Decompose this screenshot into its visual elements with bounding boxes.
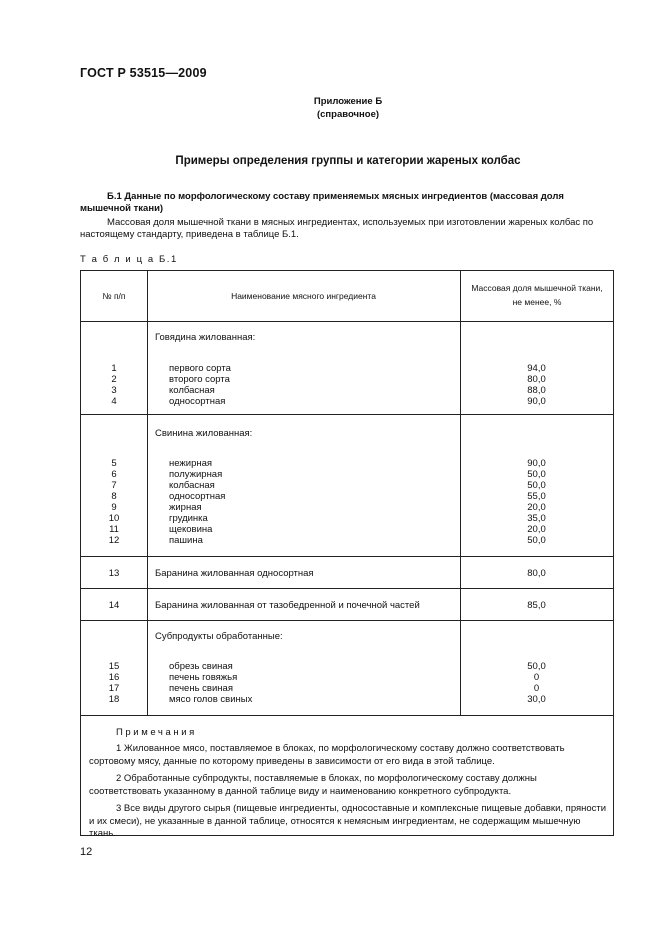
row-number: 11: [109, 524, 119, 535]
column-header-value: Массовая доля мышечной ткани, не менее, %: [471, 283, 603, 307]
row-name: обрезь свиная: [169, 661, 233, 672]
row-value: 50,0: [527, 661, 546, 672]
row-number: 3: [111, 385, 117, 396]
group-title-beef: Говядина жилованная:: [155, 332, 256, 343]
row-value: 20,0: [527, 524, 546, 535]
row-number: 8: [111, 491, 117, 502]
note-item: 3 Все виды другого сырья (пищевые ингредиенты, односоставные и комплексные пищевые добавки, пряности и их смеси), не указанные в данной таблице, относятся к немясным ингредиентам, не содержащим мышечную ткань.: [89, 803, 607, 839]
row-number: 1: [111, 363, 117, 374]
row-number: 16: [108, 672, 120, 683]
row-divider: [81, 321, 613, 322]
row-number: 14: [108, 600, 120, 611]
row-value: 94,0: [527, 363, 546, 374]
row-name: колбасная: [169, 385, 215, 396]
row-divider: [81, 556, 613, 557]
column-divider: [147, 271, 148, 715]
row-divider: [81, 715, 613, 716]
note-item: 2 Обработанные субпродукты, поставляемые в блоках, по морфологическому составу должны соответствовать указанному в данной таблице виду и наименованию конкретного субпродукта.: [89, 773, 537, 797]
row-value: 90,0: [527, 458, 546, 469]
row-value: 55,0: [527, 491, 546, 502]
row-value: 0: [533, 672, 540, 683]
row-value: 85,0: [527, 600, 546, 611]
document-code: ГОСТ Р 53515—2009: [80, 66, 207, 80]
row-value: 50,0: [527, 469, 546, 480]
row-number: 12: [108, 535, 120, 546]
row-number: 7: [111, 480, 117, 491]
row-name: Баранина жилованная односортная: [155, 568, 314, 579]
annex-title: Приложение Б: [313, 96, 383, 107]
row-name: первого сорта: [169, 363, 231, 374]
row-name: жирная: [169, 502, 202, 513]
row-name: пашина: [169, 535, 203, 546]
row-name: односортная: [169, 491, 226, 502]
row-value: 80,0: [527, 374, 546, 385]
row-name: полужирная: [169, 469, 223, 480]
row-number: 2: [111, 374, 117, 385]
row-divider: [81, 414, 613, 415]
row-value: 35,0: [527, 513, 546, 524]
row-name: нежирная: [169, 458, 213, 469]
page-title: Примеры определения группы и категории жареных колбас: [175, 155, 521, 167]
row-number: 18: [108, 694, 120, 705]
row-value: 88,0: [527, 385, 546, 396]
row-name: щековина: [169, 524, 213, 535]
row-number: 13: [108, 568, 120, 579]
row-number: 15: [108, 661, 120, 672]
row-number: 6: [111, 469, 117, 480]
page-number: 12: [80, 846, 93, 858]
row-name: второго сорта: [169, 374, 230, 385]
row-name: мясо голов свиных: [169, 694, 253, 705]
row-name: односортная: [169, 396, 226, 407]
annex-kind: (справочное): [316, 109, 380, 120]
row-number: 5: [111, 458, 117, 469]
row-value: 30,0: [527, 694, 546, 705]
row-value: 90,0: [527, 396, 546, 407]
group-title-offal: Субпродукты обработанные:: [155, 631, 283, 642]
row-divider: [81, 588, 613, 589]
column-header-number: № п/п: [102, 291, 126, 301]
row-name: Баранина жилованная от тазобедренной и почечной частей: [155, 600, 420, 611]
row-value: 50,0: [527, 480, 546, 491]
row-value: 50,0: [527, 535, 546, 546]
row-divider: [81, 620, 613, 621]
row-value: 20,0: [527, 502, 546, 513]
group-title-pork: Свинина жилованная:: [155, 428, 253, 439]
row-number: 10: [108, 513, 120, 524]
row-name: грудинка: [169, 513, 208, 524]
row-name: печень говяжья: [169, 672, 238, 683]
table-caption: Т а б л и ц а Б.1: [80, 254, 178, 265]
row-number: 17: [108, 683, 120, 694]
note-item: 1 Жилованное мясо, поставляемое в блоках, по морфологическому составу должно соответствовать сортовому мясу, данные по которому приведены в зависимости от его вида в этой таблице.: [89, 743, 565, 767]
row-value: 80,0: [527, 568, 546, 579]
row-name: колбасная: [169, 480, 215, 491]
data-table: [80, 270, 614, 839]
row-number: 9: [111, 502, 117, 513]
section-paragraph: Массовая доля мышечной ткани в мясных ингредиентах, используемых при изготовлении жареных колбас по настоящему стандарту, приведена в таблице Б.1.: [80, 217, 594, 240]
row-number: 4: [111, 396, 117, 407]
row-name: печень свиная: [169, 683, 233, 694]
row-value: 0: [533, 683, 540, 694]
column-header-name: Наименование мясного ингредиента: [231, 291, 376, 301]
notes-heading: Примечания: [116, 727, 197, 738]
section-heading: Б.1 Данные по морфологическому составу применяемых мясных ингредиентов (массовая доля мышечной ткани): [80, 191, 564, 214]
